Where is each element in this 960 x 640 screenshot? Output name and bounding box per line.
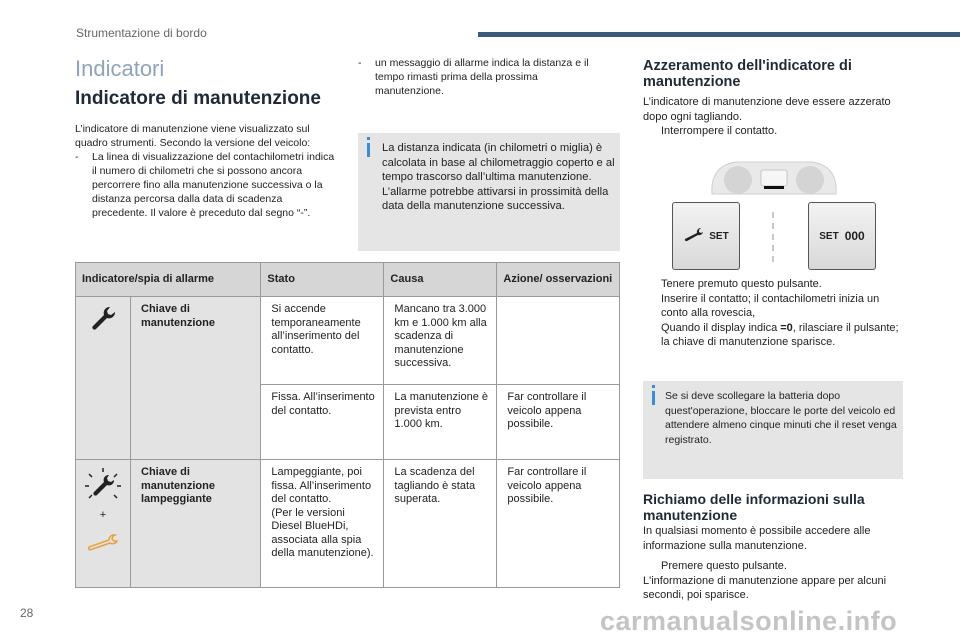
dash-marker: -: [75, 151, 79, 163]
bullet-text: Interrompere il contatto.: [661, 125, 778, 137]
bullet-item: [643, 559, 905, 574]
col-header: Azione/ osservazioni: [497, 263, 620, 297]
page-title: Indicatori: [75, 56, 165, 81]
info-box: [358, 133, 620, 251]
set-label: SET: [819, 230, 839, 242]
causa-cell: La scadenza del tagliando è stata superata.: [384, 460, 497, 588]
azione-cell: [497, 297, 620, 385]
section-title: Indicatore di manutenzione: [75, 88, 321, 109]
recall-text: In qualsiasi momento è possibile accedere alle informazione sulla manutenzione.: [643, 525, 871, 552]
wrench-icon: [683, 227, 705, 246]
info-icon-bar: [367, 143, 370, 157]
recall-title: Richiamo delle informazioni sulla manutenzione: [643, 491, 865, 523]
stato-cell: Si accende temporaneamente all’inserimento del contatto.: [261, 297, 384, 385]
info-box: [643, 381, 903, 479]
col-header: Stato: [261, 263, 384, 297]
dash-item: [75, 150, 337, 220]
col-header: Causa: [384, 263, 497, 297]
bullet-item: [643, 321, 903, 350]
bullet-text: Inserire il contatto; il contachilometri inizia un conto alla rovescia,: [661, 292, 880, 319]
intro-block: [75, 122, 337, 220]
bullet-item: [643, 124, 903, 139]
indicator-name: Chiave di manutenzione lampeggiante: [131, 460, 261, 588]
azione-cell: Far controllare il veicolo appena possibile.: [497, 385, 620, 460]
intro-text: L’indicatore di manutenzione viene visualizzato sul quadro strumenti. Secondo la versione del veicolo:: [75, 123, 311, 149]
recall-block: [643, 524, 905, 603]
bullet-item: [643, 277, 903, 292]
info-text: Se si deve scollegare la batteria dopo quest'operazione, bloccare le porte del veicolo ed attendere almeno cinque minuti che il reset venga registrato.: [665, 390, 897, 446]
table-row: [76, 297, 620, 385]
bullet-text: Premere questo pulsante.: [661, 560, 787, 572]
set-button-left: [672, 202, 740, 270]
set-button-illustration: [672, 202, 876, 272]
bullet-text-post: , rilasciare il pulsante; la chiave di manutenzione sparisce.: [661, 321, 899, 348]
col2-list: [358, 56, 608, 98]
separator: [772, 212, 776, 262]
causa-cell: La manutenzione è prevista entro 1.000 km.: [384, 385, 497, 460]
flashing-wrench-icon: [83, 493, 123, 505]
wrench-cell: [76, 297, 131, 460]
col-header: Indicatore/spia di allarme: [76, 263, 261, 297]
reset-steps: [643, 277, 903, 350]
bullet-text-pre: Quando il display indica: [661, 321, 781, 334]
set-label: SET: [709, 230, 729, 242]
stato-cell: Lampeggiante, poi fissa. All’inserimento del contatto. (Per le versioni Diesel BlueHDi, associata alla spia della manutenzione).: [261, 460, 384, 588]
causa-cell: Mancano tra 3.000 km e 1.000 km alla scadenza di manutenzione successiva.: [384, 297, 497, 385]
table-header-row: [76, 263, 620, 297]
info-icon: [652, 385, 655, 388]
stato-cell: Fissa. All’inserimento del contatto.: [261, 385, 384, 460]
indicator-name: Chiave di manutenzione: [131, 297, 261, 460]
bullet-text: Tenere premuto questo pulsante.: [661, 278, 822, 290]
section-header: Strumentazione di bordo: [76, 26, 207, 40]
instrument-panel-illustration: [706, 156, 842, 200]
set-value: 000: [844, 229, 865, 243]
set-button-right: [808, 202, 876, 270]
info-text: La distanza indicata (in chilometri o miglia) è calcolata in base al chilometraggio coperto e al tempo trascorso dall’ultima manutenzione. L’allarme potrebbe attivarsi in prossimità della data della manutenzione successiva.: [382, 142, 615, 213]
azione-cell: Far controllare il veicolo appena possibile.: [497, 460, 620, 588]
reset-intro: L’indicatore di manutenzione deve essere azzerato dopo ogni tagliando.: [643, 96, 891, 123]
dash-marker: -: [358, 57, 362, 69]
flashing-wrench-cell: [76, 460, 131, 588]
bullet-item: [643, 292, 903, 321]
header-bar: [478, 32, 960, 37]
bullet-text-bold: =0: [780, 321, 793, 334]
info-icon-bar: [652, 391, 655, 405]
reset-intro-block: [643, 95, 903, 139]
info-icon: [367, 137, 370, 140]
page-number: 28: [20, 606, 34, 620]
orange-wrench-icon: [85, 543, 121, 555]
dash-item: [358, 56, 608, 98]
watermark: carmanualsonline.info: [600, 606, 898, 636]
indicator-table: [75, 262, 620, 588]
reset-title: Azzeramento dell'indicatore di manutenzione: [643, 58, 852, 90]
plus-sign: +: [99, 508, 107, 521]
wrench-icon: [88, 324, 118, 336]
recall-result: L'informazione di manutenzione appare per alcuni secondi, poi sparisce.: [643, 574, 887, 601]
dash-item-text: un messaggio di allarme indica la distanza e il tempo rimasti prima della prossima manutenzione.: [375, 57, 589, 97]
table-row: [76, 460, 620, 588]
dash-item-text: La linea di visualizzazione del contachilometri indica il numero di chilometri che si possono ancora percorrere fino alla manutenzione successiva o la distanza percorsa dalla data di scadenza precedente. Il valore è preceduto dal segno “-”.: [92, 151, 335, 219]
